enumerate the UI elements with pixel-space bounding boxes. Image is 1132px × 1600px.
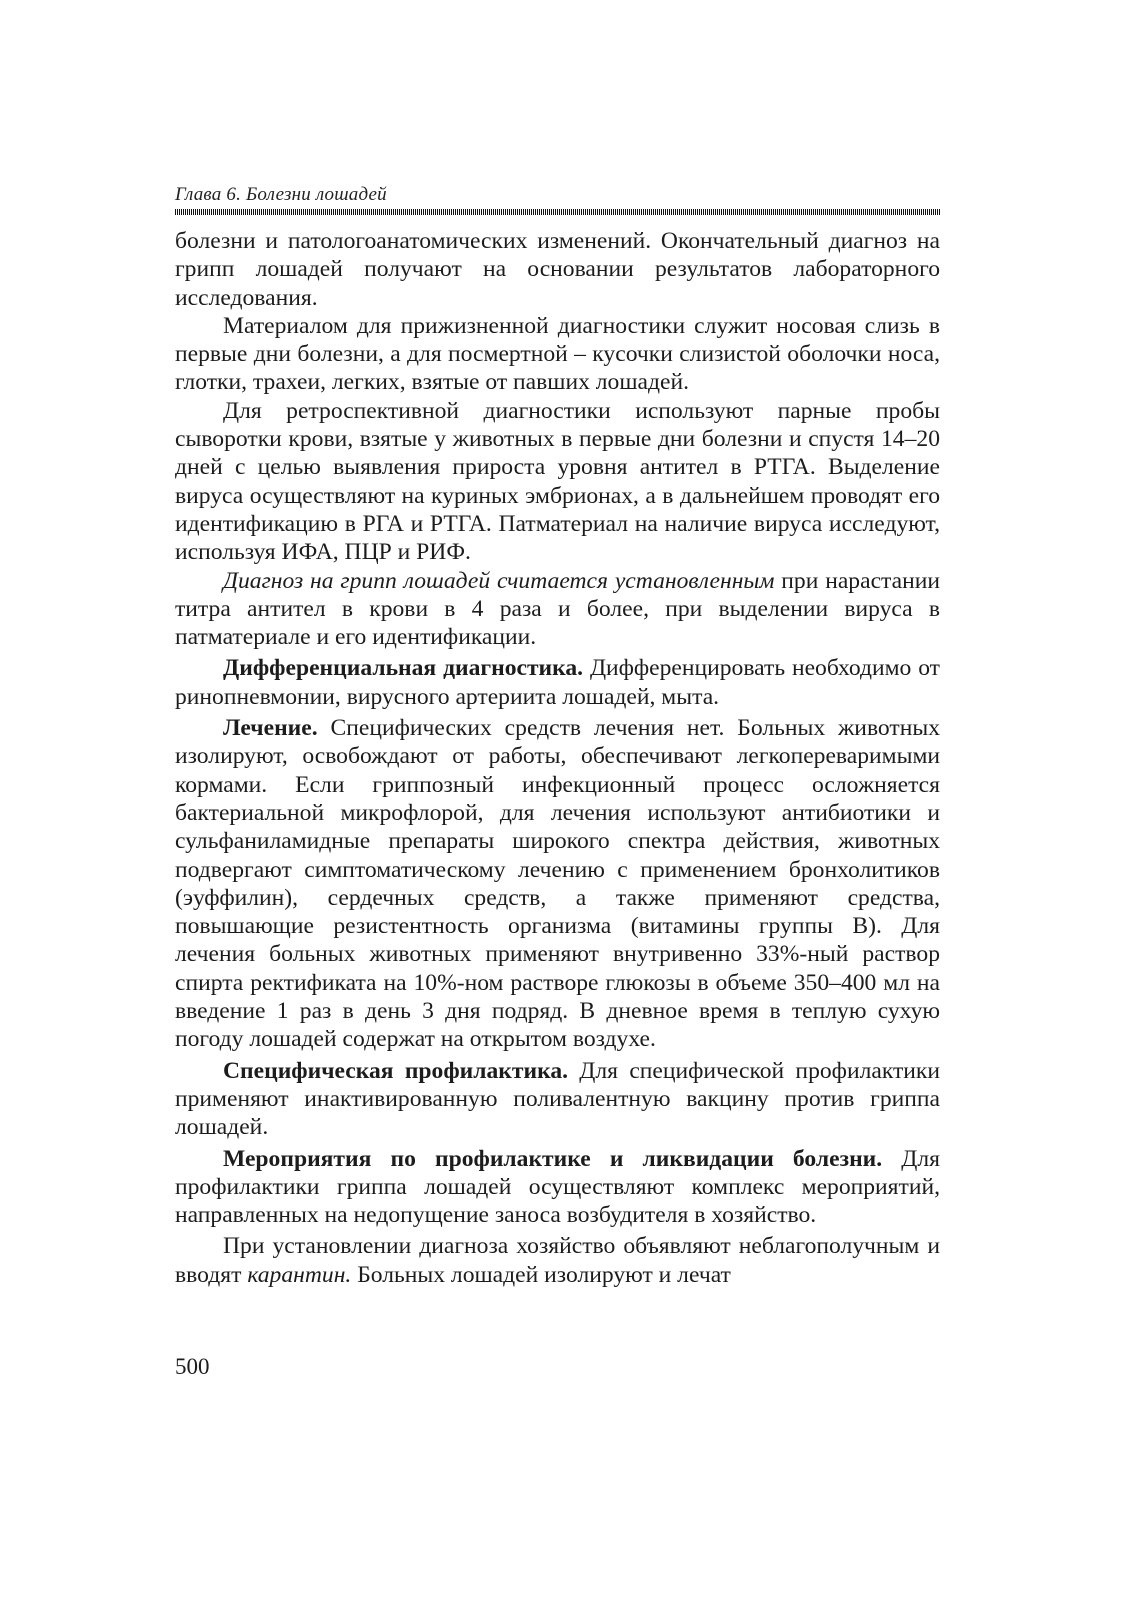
section-heading-differential: Дифференциальная диагностика. <box>223 655 584 682</box>
italic-lead: Диагноз на грипп лошадей считается установленным <box>223 567 775 594</box>
paragraph-specific-prophylaxis <box>175 1057 940 1142</box>
running-header: Глава 6. Болезни лошадей <box>175 184 387 205</box>
paragraph-text: Специфических средств лечения нет. Больных животных изолируют, освобождают от работы, обеспечивают легкопереваримыми кормами. Если гриппозный инфекционный процесс осложняется бактериальной микрофлорой, для лечения используют антибиотики и сульфаниламидные препараты широкого спектра действия, животных подвергают симптоматическому лечению с применением бронхолитиков (эуффилин), сердечных средств, а также применяют средства, повышающие резистентность организма (витамины группы В). Для лечения больных животных применяют внутривенно 33%-ный раствор спирта ректификата на 10%-ном растворе глюкозы в объеме 350–400 мл на введение 1 раз в день 3 дня подряд. В дневное время в теплую сухую погоду лошадей содержат на открытом воздухе. <box>175 715 940 1053</box>
section-heading-treatment: Лечение. <box>223 715 318 742</box>
paragraph-text: Для специфической профилактики применяют инактивированную поливалентную вакцину против гриппа лошадей. <box>175 1057 940 1141</box>
paragraph-measures <box>175 1145 940 1230</box>
paragraph-text: Для ретроспективной диагностики используют парные пробы сыворотки крови, взятые у животных в первые дни болезни и спустя 14–20 дней с целью выявления прироста уровня антител в РТГА. Выделение вируса осуществляют на куриных эмбрионах, а в дальнейшем проводят его идентификацию в РГА и РТГА. Патматериал на наличие вируса исследуют, используя ИФА, ПЦР и РИФ. <box>175 397 940 566</box>
paragraph-retrospective <box>175 397 940 567</box>
paragraph-text: болезни и патологоанатомических изменений. Окончательный диагноз на грипп лошадей получают на основании результатов лабораторного исследования. <box>175 228 940 311</box>
paragraph-text: Материалом для прижизненной диагностики служит носовая слизь в первые дни болезни, а для посмертной – кусочки слизистой оболочки носа, глотки, трахеи, легких, взятые от павших лошадей. <box>175 312 940 396</box>
paragraph-continuation <box>175 227 940 312</box>
header-rule <box>175 209 940 215</box>
section-heading-prophylaxis: Специфическая профилактика. <box>223 1057 569 1084</box>
paragraph-text: Больных лошадей изолируют и лечат <box>351 1261 731 1288</box>
paragraph-material <box>175 312 940 397</box>
page-number: 500 <box>175 1354 210 1379</box>
paragraph-differential <box>175 654 940 711</box>
paragraph-text: При установлении диагноза хозяйство объявляют неблагополучным и вводят <box>175 1233 940 1288</box>
paragraph-text: при нарастании титра антител в крови в 4 раза и более, при выделении вируса в патматериале и его идентификации. <box>175 567 940 651</box>
page <box>175 183 940 1289</box>
paragraph-text: Для профилактики гриппа лошадей осуществляют комплекс мероприятий, направленных на недопущение заноса возбудителя в хозяйство. <box>175 1145 941 1229</box>
italic-term: карантин. <box>247 1261 352 1288</box>
paragraph-treatment <box>175 714 940 1054</box>
section-heading-measures: Мероприятия по профилактике и ликвидации болезни. <box>223 1145 883 1172</box>
paragraph-diagnosis-established <box>175 567 940 652</box>
paragraph-quarantine <box>175 1232 940 1289</box>
body-text <box>175 227 940 1289</box>
paragraph-text: Дифференцировать необходимо от ринопневмонии, вирусного артериита лошадей, мыта. <box>175 655 940 710</box>
